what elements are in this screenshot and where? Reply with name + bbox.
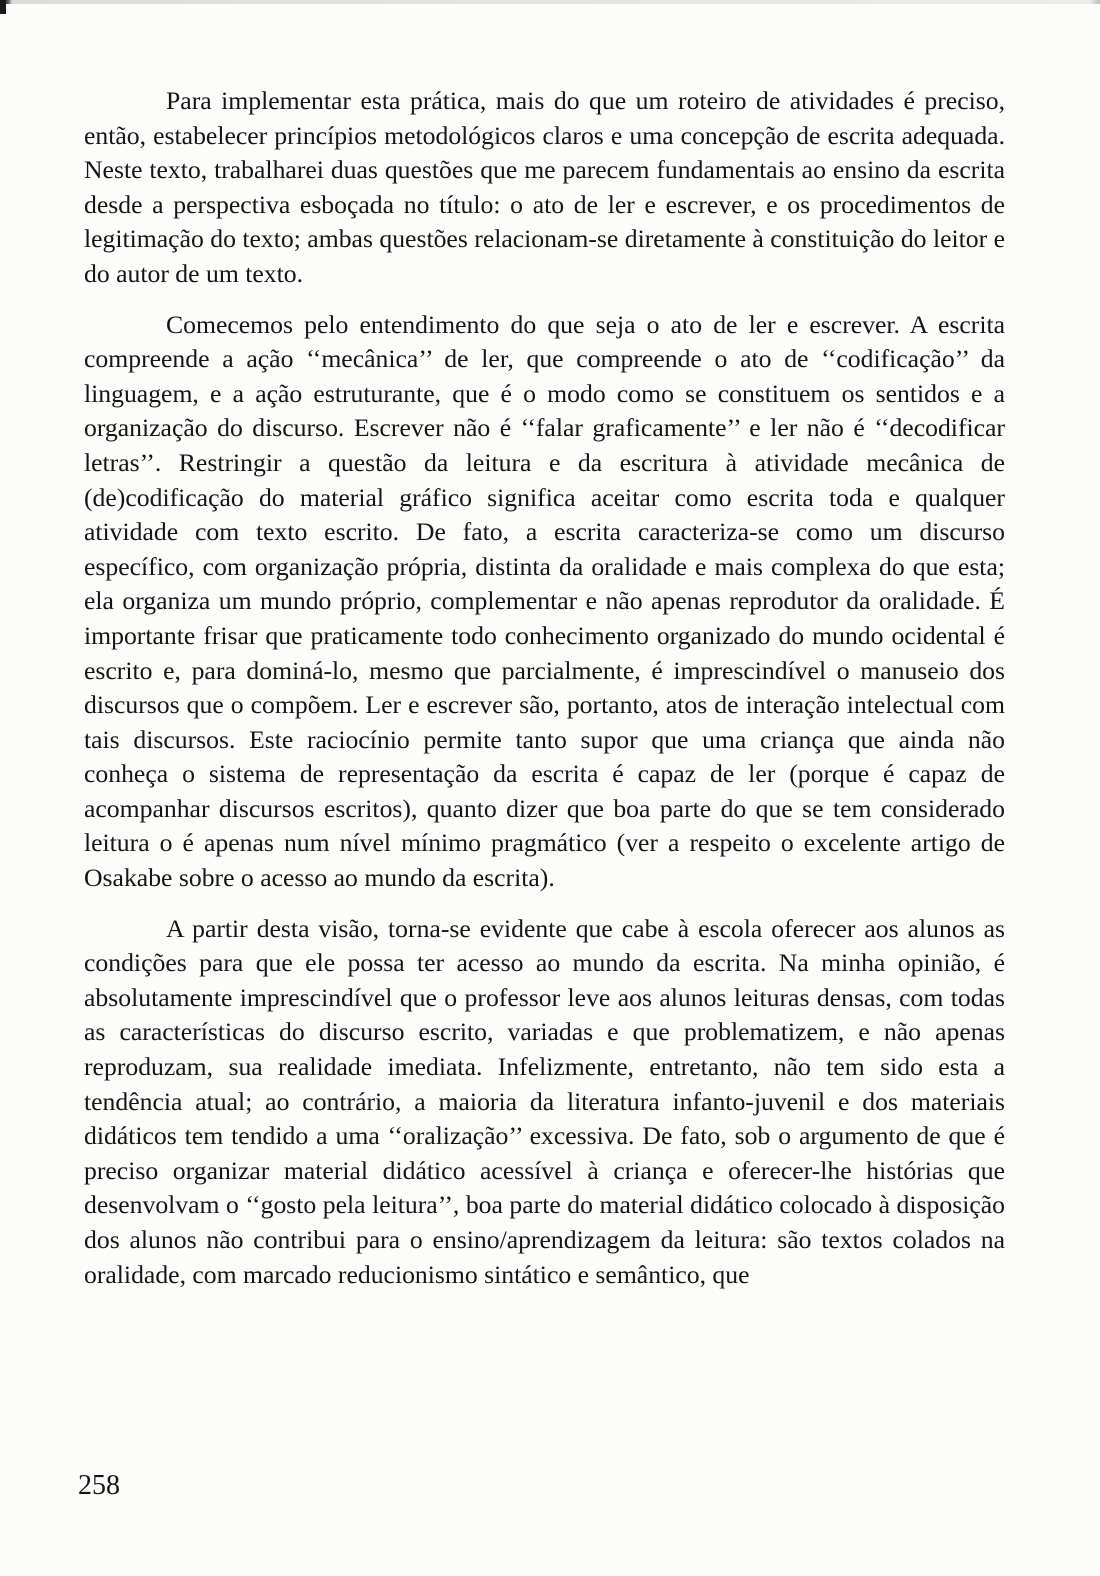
body-text xyxy=(84,84,1005,1292)
page-top-edge xyxy=(0,0,1100,4)
page-number: 258 xyxy=(78,1470,120,1501)
paragraph: Para implementar esta prática, mais do que um roteiro de atividades é preciso, então, estabelecer princípios metodológicos claros e uma concepção de escrita adequada. Neste texto, trabalharei duas questões que me parecem fundamentais ao ensino da escrita desde a perspectiva esboçada no título: o ato de ler e escrever, e os procedimentos de legitimação do texto; ambas questões relacionam-se diretamente à constituição do leitor e do autor de um texto. xyxy=(84,86,1005,288)
paragraph: Comecemos pelo entendimento do que seja o ato de ler e escrever. A escrita compreende a ação ‘‘mecânica’’ de ler, que compreende o ato de ‘‘codificação’’ da linguagem, e a ação estruturante, que é o modo como se constituem os sentidos e a organização do discurso. Escrever não é ‘‘falar graficamente’’ e ler não é ‘‘decodificar letras’’. Restringir a questão da leitura e da escritura à atividade mecânica de (de)codificação do material gráfico significa aceitar como escrita toda e qualquer atividade com texto escrito. De fato, a escrita caracteriza-se como um discurso específico, com organização própria, distinta da oralidade e mais complexa do que esta; ela organiza um mundo próprio, complementar e não apenas reprodutor da oralidade. É importante frisar que praticamente todo conhecimento organizado do mundo ocidental é escrito e, para dominá-lo, mesmo que parcialmente, é imprescindível o manuseio dos discursos que o compõem. Ler e escrever são, portanto, atos de interação intelectual com tais discursos. Este raciocínio permite tanto supor que uma criança que ainda não conheça o sistema de representação da escrita é capaz de ler (porque é capaz de acompanhar discursos escritos), quanto dizer que boa parte do que se tem considerado leitura o é apenas num nível mínimo pragmático (ver a respeito o excelente artigo de Osakabe sobre o acesso ao mundo da escrita). xyxy=(84,309,1005,893)
paragraph: A partir desta visão, torna-se evidente que cabe à escola oferecer aos alunos as condições para que ele possa ter acesso ao mundo da escrita. Na minha opinião, é absolutamente imprescindível que o professor leve aos alunos leituras densas, com todas as características do discurso escrito, variadas e que problematizem, e não apenas reproduzam, sua realidade imediata. Infelizmente, entretanto, não tem sido esta a tendência atual; ao contrário, a maioria da literatura infanto-juvenil e dos materiais didáticos tem tendido a uma ‘‘oralização’’ excessiva. De fato, sob o argumento de que é preciso organizar material didático acessível à criança e oferecer-lhe histórias que desenvolvam o ‘‘gosto pela leitura’’, boa parte do material didático colocado à disposição dos alunos não contribui para o ensino/aprendizagem da leitura: são textos colados na oralidade, com marcado reducionismo sintático e semântico, que xyxy=(84,913,1005,1289)
page-corner-mark xyxy=(0,0,6,14)
